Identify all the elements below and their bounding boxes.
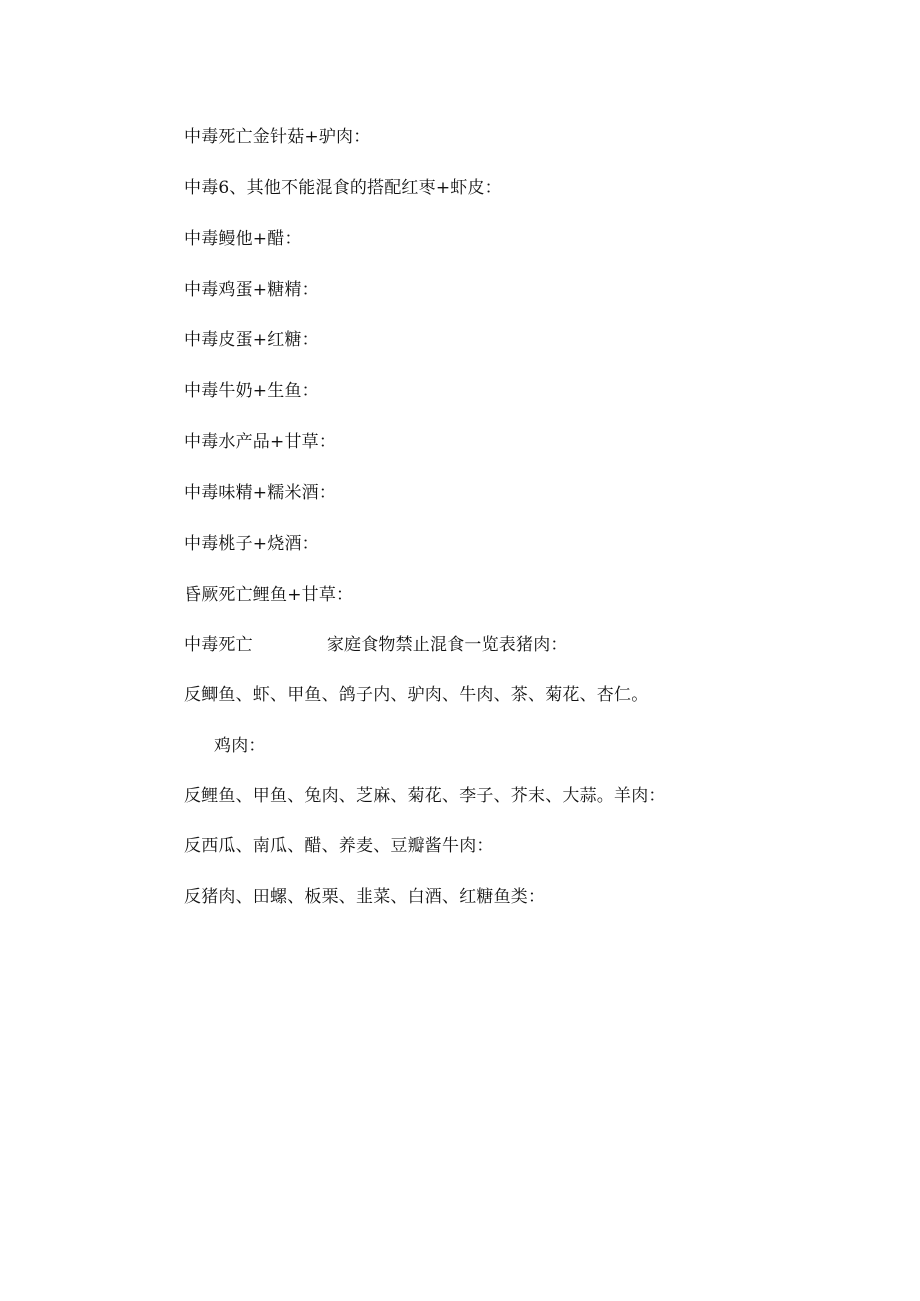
beef-line: 反猪肉、田螺、板栗、韭菜、白酒、红糖鱼类： xyxy=(184,887,546,907)
text-line: 中毒皮蛋+红糖： xyxy=(184,330,319,350)
pork-line: 反鲫鱼、虾、甲鱼、鸽子内、驴肉、牛肉、茶、菊花、杏仁。 xyxy=(184,685,649,705)
mutton-line: 反西瓜、南瓜、醋、养麦、豆瓣酱牛肉： xyxy=(184,836,494,856)
chicken-line: 反鲤鱼、甲鱼、兔肉、芝麻、菊花、李子、芥末、大蒜。羊肉： xyxy=(184,786,666,806)
split-text-line xyxy=(184,634,568,656)
text-line: 中毒死亡金针菇+驴肉： xyxy=(184,127,371,147)
text-line: 中毒味精+糯米酒： xyxy=(184,483,337,503)
split-line-left: 中毒死亡 xyxy=(184,635,253,655)
text-line: 中毒6、其他不能混食的搭配红枣+虾皮： xyxy=(184,178,502,198)
text-line: 中毒牛奶+生鱼： xyxy=(184,381,319,401)
text-line: 中毒鳗他+醋： xyxy=(184,229,302,249)
split-line-right: 家庭食物禁止混食一览表猪肉： xyxy=(326,635,568,655)
text-line: 中毒鸡蛋+糖精： xyxy=(184,280,319,300)
text-line: 昏厥死亡鲤鱼+甘草： xyxy=(184,585,354,605)
text-line: 中毒桃子+烧酒： xyxy=(184,534,319,554)
chicken-heading: 鸡肉： xyxy=(214,736,266,756)
text-line: 中毒水产品+甘草： xyxy=(184,432,337,452)
